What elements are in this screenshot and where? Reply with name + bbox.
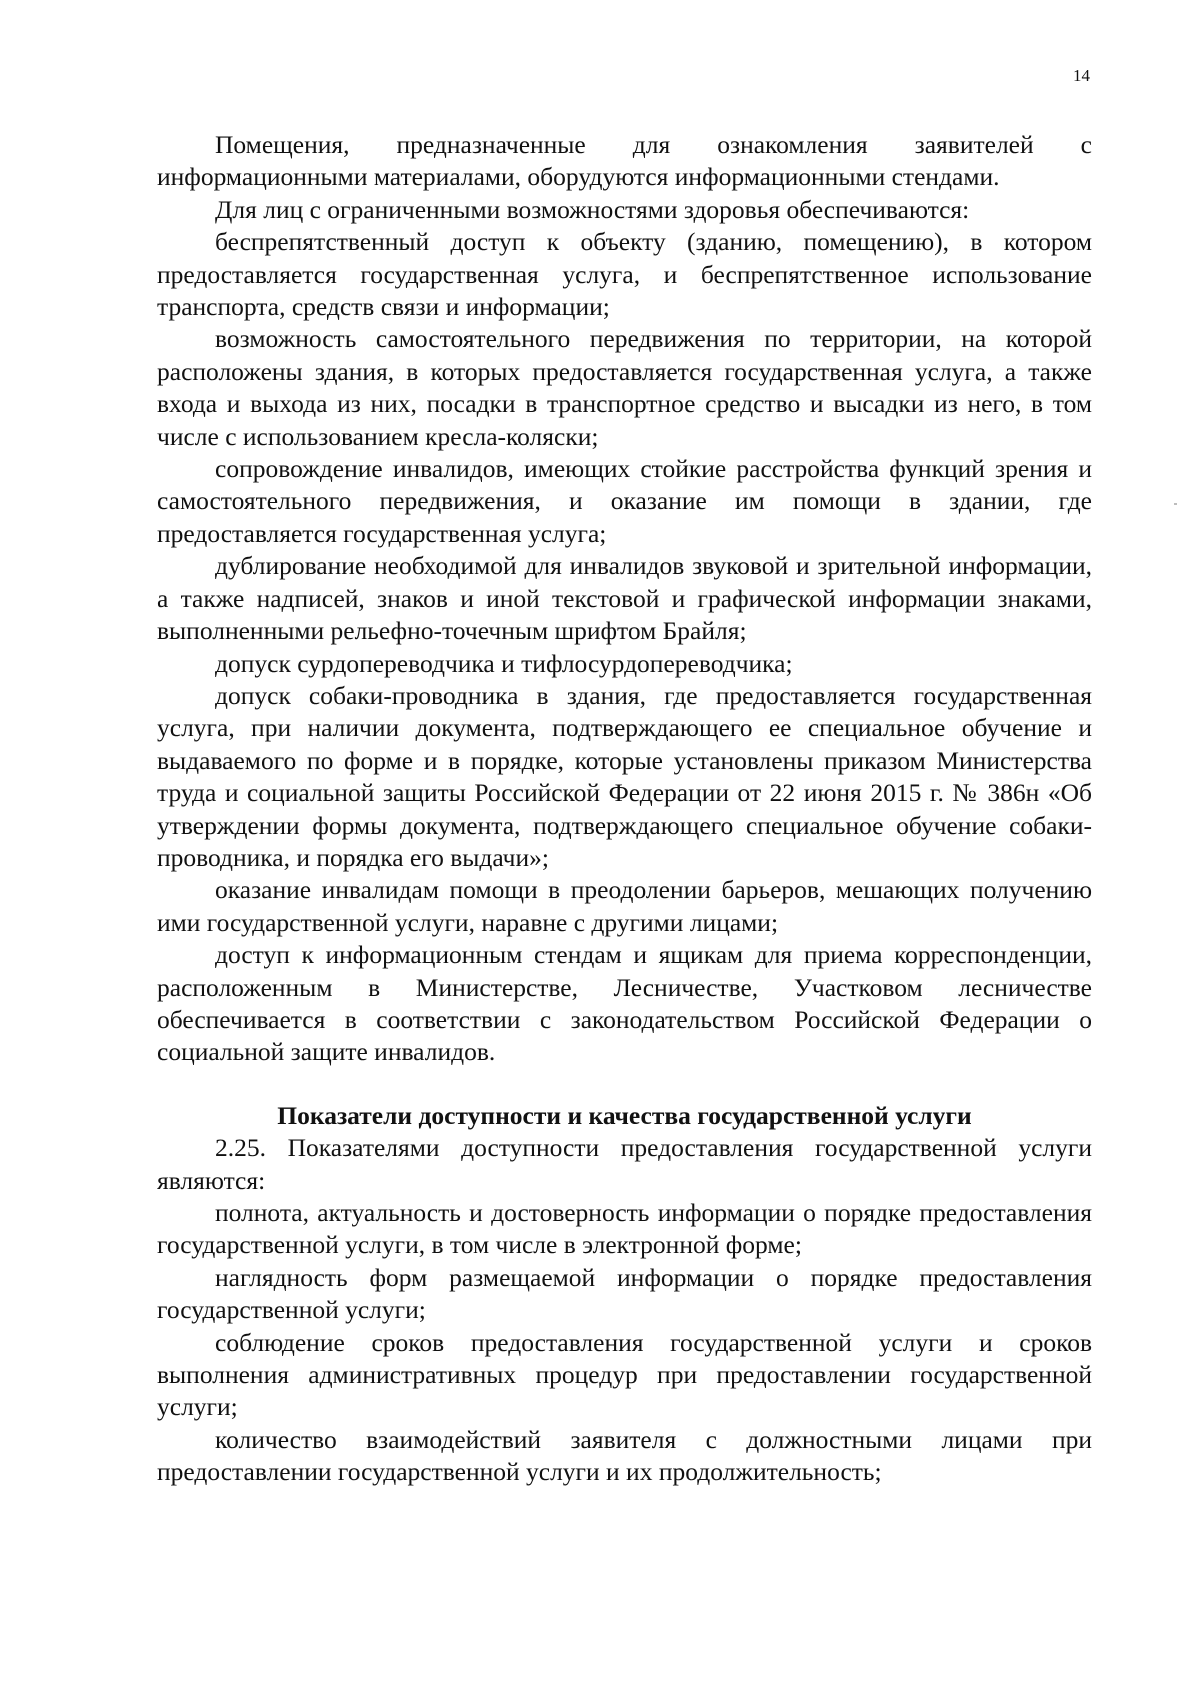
paragraph-deadlines: соблюдение сроков предоставления государственной услуги и сроков выполнения административных процедур при предоставлении государственной услуги; bbox=[157, 1327, 1092, 1422]
paragraph-escort: сопровождение инвалидов, имеющих стойкие расстройства функций зрения и самостоятельного передвижения, и оказание им помощи в здании, где предоставляется государственная услуга; bbox=[157, 454, 1092, 548]
paragraph-premises: Помещения, предназначенные для ознакомления заявителей с информационными материалами, оборудуются информационными стендами. bbox=[157, 130, 1092, 192]
paragraph-braille: дублирование необходимой для инвалидов звуковой и зрительной информации, а также надписей, знаков и иной текстовой и графической информации знаками, выполненными рельефно-точечным шрифтом Брайля; bbox=[157, 551, 1092, 646]
section-heading: Показатели доступности и качества государственной услуги bbox=[277, 1100, 972, 1130]
paragraph-info-stands: доступ к информационным стендам и ящикам для приема корреспонденции, расположенным в Министерстве, Лесничестве, Участковом лесничестве обеспечивается в соответствии с законодательством Российской Федерации о социальной защите инвалидов. bbox=[157, 940, 1092, 1067]
paragraph-guide-dog: допуск собаки-проводника в здания, где предоставляется государственная услуга, при наличии документа, подтверждающего ее специальное обучение и выдаваемого по форме и в порядке, которые установлены приказом Министерства труда и социальной защиты Российской Федерации от 22 июня 2015 г. № 386н «Об утверждении формы документа, подтверждающего специальное обучение собаки-проводника, и порядка его выдачи»; bbox=[157, 680, 1092, 872]
paragraph-disabled-intro: Для лиц с ограниченными возможностями здоровья обеспечиваются: bbox=[215, 194, 970, 224]
paragraph-sign-interpreter: допуск сурдопереводчика и тифлосурдопереводчика; bbox=[215, 648, 793, 678]
paragraph-2-25: 2.25. Показателями доступности предоставления государственной услуги являются: bbox=[157, 1133, 1092, 1195]
paragraph-completeness: полнота, актуальность и достоверность информации о порядке предоставления государственной услуги, в том числе в электронной форме; bbox=[157, 1198, 1092, 1260]
scan-artifact bbox=[1174, 503, 1177, 505]
document-body bbox=[157, 129, 1092, 1489]
page-number: 14 bbox=[1073, 66, 1090, 85]
paragraph-access-object: беспрепятственный доступ к объекту (зданию, помещению), в котором предоставляется государственная услуга, и беспрепятственное использование транспорта, средств связи и информации; bbox=[157, 227, 1092, 322]
paragraph-visibility: наглядность форм размещаемой информации о порядке предоставления государственной услуги; bbox=[157, 1262, 1092, 1325]
paragraph-barriers: оказание инвалидам помощи в преодолении барьеров, мешающих получению ими государственной услуги, наравне с другими лицами; bbox=[157, 875, 1092, 937]
paragraph-movement: возможность самостоятельного передвижения по территории, на которой расположены здания, в которых предоставляется государственная услуга, а также входа и выхода из них, посадки в транспортное средство и высадки из него, в том числе с использованием кресла-коляски; bbox=[157, 324, 1092, 451]
paragraph-interactions: количество взаимодействий заявителя с должностными лицами при предоставлении государственной услуги и их продолжительность; bbox=[157, 1424, 1092, 1487]
